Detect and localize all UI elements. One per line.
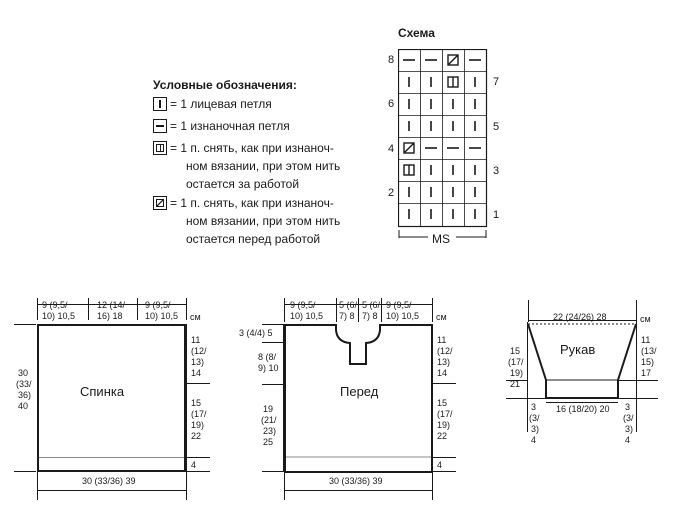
front-right-dim: 11	[437, 335, 447, 345]
legend-slip-front-line1: = 1 п. снять, как при изнаноч-	[170, 196, 334, 210]
knit-stitch-icon	[153, 97, 167, 111]
rapport-label: MS	[432, 232, 450, 246]
back-left-dim: 30	[18, 368, 29, 378]
purl-stitch-icon	[153, 119, 167, 133]
front-left-dim: (21/	[261, 415, 277, 425]
legend-slip-front-line3: остается перед работой	[186, 232, 321, 246]
knit-cell	[464, 181, 486, 203]
sleeve-right-dim: 11	[641, 335, 651, 345]
sleeve-top-dim: 22 (24/26) 28	[553, 312, 607, 322]
legend-slip-behind-line2: ном вязании, при этом нить	[186, 159, 341, 173]
front-top-dim: 10) 10,5	[386, 311, 420, 321]
front-top-dim: 9 (9,5/	[290, 300, 316, 310]
knit-cell	[420, 159, 442, 181]
row-number: 6	[388, 98, 395, 110]
knit-cell	[442, 203, 464, 225]
slip-behind-cell	[442, 71, 464, 93]
back-bottom-dim: 30 (33/36) 39	[82, 476, 136, 486]
front-right-dim: (17/	[437, 409, 453, 419]
sleeve-right-lower-dim: 3)	[625, 424, 634, 434]
knit-cell	[420, 181, 442, 203]
row-number: 5	[493, 121, 500, 133]
front-left-dim: 19	[263, 404, 274, 414]
legend-slip-behind-line3: остается за работой	[186, 177, 300, 191]
sleeve-left-lower-dim: 4	[531, 435, 537, 445]
knit-cell	[420, 203, 442, 225]
sleeve-left-lower-dim: 3)	[531, 424, 540, 434]
knit-cell	[464, 159, 486, 181]
unit-label: см	[190, 312, 201, 322]
row-number: 2	[388, 187, 395, 199]
sleeve-left-dim: 19)	[510, 368, 524, 378]
front-right-dim: 4	[437, 460, 443, 470]
sleeve-right-lower-dim: (3/	[623, 413, 634, 423]
back-right-dim: 15	[191, 398, 202, 408]
knit-cell	[464, 93, 486, 115]
back-top-dim: 10) 10,5	[145, 311, 179, 321]
knit-cell	[398, 181, 420, 203]
back-left-dim: 36)	[18, 390, 32, 400]
purl-cell	[420, 137, 442, 159]
knit-cell	[464, 71, 486, 93]
scheme-title: Схема	[398, 26, 435, 40]
back-name: Спинка	[80, 384, 125, 399]
legend-title: Условные обозначения:	[153, 78, 297, 92]
purl-cell	[398, 49, 420, 71]
front-right-dim: 13)	[437, 357, 451, 367]
front-left-top-dim: 3 (4/4) 5	[239, 328, 273, 338]
front-top-dim: 9 (9,5/	[386, 300, 412, 310]
row-number: 4	[388, 143, 395, 155]
sleeve-left-lower-dim: (3/	[529, 413, 540, 423]
slip-front-icon	[153, 196, 167, 210]
knit-cell	[464, 115, 486, 137]
back-left-dim: (33/	[16, 379, 32, 389]
sleeve-right-dim: (13/	[641, 346, 657, 356]
sleeve-bottom-dim: 16 (18/20) 20	[556, 404, 610, 414]
back-right-dim: (17/	[191, 409, 207, 419]
purl-cell	[420, 49, 442, 71]
knit-cell	[442, 115, 464, 137]
back-right-dim: 19)	[191, 420, 205, 430]
sleeve-left-dim: 15	[510, 346, 521, 356]
front-top-dim: 5 (6/	[362, 300, 381, 310]
front-left-dim: 9) 10	[258, 363, 279, 373]
row-number: 1	[493, 209, 500, 221]
back-left-dim: 40	[18, 401, 29, 411]
front-top-dim: 10) 10,5	[290, 311, 324, 321]
back-right-dim: 14	[191, 368, 202, 378]
legend-knit-text: = 1 лицевая петля	[170, 97, 272, 111]
front-top-dim: 7) 8	[362, 311, 378, 321]
slip-front-cell	[442, 49, 464, 71]
knit-cell	[442, 181, 464, 203]
unit-label: см	[640, 314, 651, 324]
slip-front-cell	[398, 137, 420, 159]
slip-behind-icon	[153, 141, 167, 155]
knit-cell	[398, 203, 420, 225]
sleeve-left-lower-dim: 3	[531, 402, 537, 412]
back-top-dim: 9 (9,5/	[145, 300, 171, 310]
back-right-dim: 22	[191, 431, 202, 441]
back-right-dim: 13)	[191, 357, 205, 367]
sleeve-right-lower-dim: 4	[625, 435, 631, 445]
row-number: 8	[388, 54, 395, 66]
knit-cell	[398, 93, 420, 115]
knit-cell	[420, 71, 442, 93]
purl-cell	[442, 137, 464, 159]
front-left-dim: 8 (8/	[258, 352, 277, 362]
back-top-dim: 12 (14/	[97, 300, 126, 310]
back-top-dim: 10) 10,5	[42, 311, 76, 321]
knit-cell	[442, 93, 464, 115]
front-right-dim: 14	[437, 368, 448, 378]
row-number: 7	[493, 76, 500, 88]
back-right-dim: (12/	[191, 346, 207, 356]
sleeve-right-dim: 17	[641, 368, 652, 378]
front-top-dim: 7) 8	[339, 311, 355, 321]
back-right-dim: 11	[191, 335, 201, 345]
back-top-dim: 9 (9,5/	[42, 300, 68, 310]
knit-cell	[464, 203, 486, 225]
legend-slip-behind-line1: = 1 п. снять, как при изнаноч-	[170, 141, 334, 155]
knit-cell	[420, 115, 442, 137]
sleeve-right-dim: 15)	[641, 357, 655, 367]
front-top-dim: 5 (6/	[339, 300, 358, 310]
front-left-dim: 23)	[263, 426, 277, 436]
knit-cell	[398, 71, 420, 93]
knit-cell	[420, 93, 442, 115]
legend-slip-front-line2: ном вязании, при этом нить	[186, 214, 341, 228]
front-right-dim: 22	[437, 431, 448, 441]
knit-cell	[442, 159, 464, 181]
slip-behind-cell	[398, 159, 420, 181]
row-number: 3	[493, 165, 500, 177]
front-left-dim: 25	[263, 437, 274, 447]
back-right-dim: 4	[191, 460, 197, 470]
sleeve-outline	[520, 318, 644, 402]
front-name: Перед	[340, 384, 379, 399]
knit-cell	[398, 115, 420, 137]
sleeve-left-dim: (17/	[508, 357, 524, 367]
front-right-dim: 19)	[437, 420, 451, 430]
purl-cell	[464, 49, 486, 71]
front-right-dim: (12/	[437, 346, 453, 356]
front-right-dim: 15	[437, 398, 448, 408]
legend-purl-text: = 1 изнаночная петля	[170, 119, 290, 133]
sleeve-right-lower-dim: 3	[625, 402, 631, 412]
purl-cell	[464, 137, 486, 159]
sleeve-left-dim: 21	[510, 379, 521, 389]
back-top-dim: 16) 18	[97, 311, 123, 321]
front-bottom-dim: 30 (33/36) 39	[329, 476, 383, 486]
unit-label: см	[436, 312, 447, 322]
sleeve-name: Рукав	[560, 342, 596, 357]
